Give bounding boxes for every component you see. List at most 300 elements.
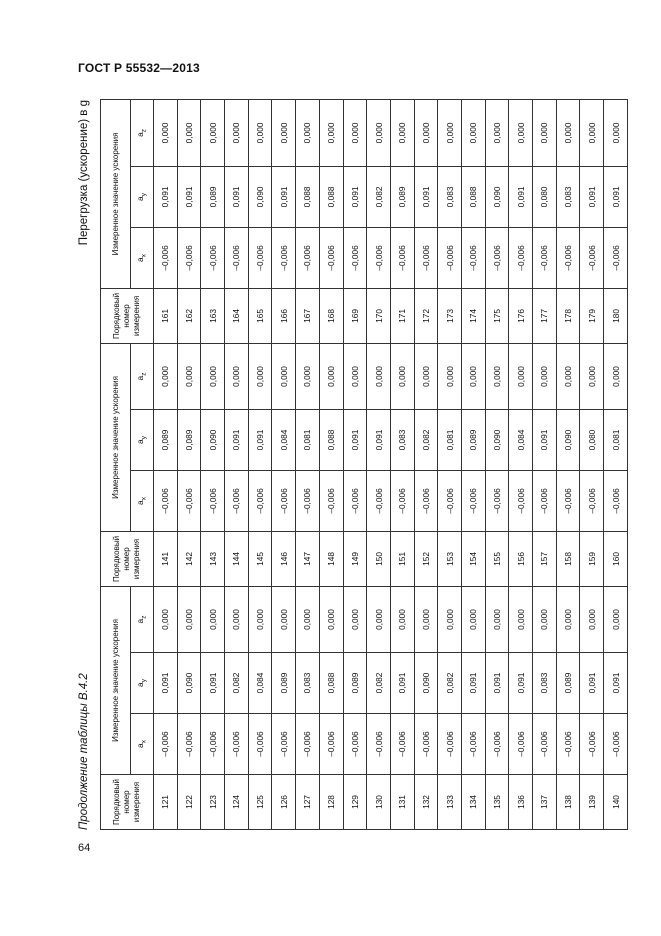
header-row-groups: [101, 99, 131, 829]
measurement-number-cell: 164: [225, 288, 249, 343]
acceleration-value-cell: 0,000: [248, 586, 272, 652]
acceleration-value-cell: 0,000: [533, 99, 557, 166]
acceleration-value-cell: –0,006: [201, 714, 225, 775]
acceleration-value-cell: 0,084: [509, 409, 533, 470]
acceleration-value-cell: –0,006: [509, 714, 533, 775]
axis-subscript: z: [140, 372, 148, 376]
axis-subscript: x: [140, 740, 148, 744]
measurement-number-cell: 174: [461, 288, 485, 343]
acceleration-value-cell: 0,090: [414, 653, 438, 714]
axis-subscript: y: [140, 679, 148, 683]
acceleration-value-cell: 0,000: [272, 586, 296, 652]
table-row: [177, 99, 201, 829]
acceleration-value-cell: –0,006: [248, 470, 272, 531]
acceleration-value-cell: 0,084: [272, 409, 296, 470]
measurement-number-cell: 145: [248, 531, 272, 586]
header-row-axes: [131, 99, 154, 829]
measurement-number-cell: 121: [154, 775, 178, 830]
acceleration-value-cell: –0,006: [580, 227, 604, 288]
acceleration-value-cell: 0,000: [367, 586, 391, 652]
measurement-number-cell: 163: [201, 288, 225, 343]
acceleration-value-cell: –0,006: [225, 470, 249, 531]
axis-header-ax: [131, 227, 154, 288]
acceleration-value-cell: –0,006: [177, 470, 201, 531]
acceleration-value-cell: 0,000: [272, 343, 296, 409]
acceleration-value-cell: 0,091: [343, 409, 367, 470]
measurement-number-cell: 134: [461, 775, 485, 830]
acceleration-value-cell: 0,000: [177, 99, 201, 166]
acceleration-value-cell: 0,090: [485, 409, 509, 470]
table-row: [461, 99, 485, 829]
acceleration-value-cell: 0,088: [319, 653, 343, 714]
acceleration-value-cell: 0,089: [177, 409, 201, 470]
acceleration-value-cell: 0,000: [367, 99, 391, 166]
measurement-number-cell: 178: [556, 288, 580, 343]
measurement-number-cell: 142: [177, 531, 201, 586]
col-header-acceleration: Измеренное значение ускорения: [101, 586, 131, 774]
acceleration-value-cell: 0,091: [509, 166, 533, 227]
measurement-number-cell: 143: [201, 531, 225, 586]
acceleration-value-cell: 0,000: [248, 343, 272, 409]
acceleration-value-cell: –0,006: [485, 227, 509, 288]
acceleration-value-cell: 0,082: [367, 166, 391, 227]
axis-symbol: a: [134, 257, 145, 262]
acceleration-value-cell: 0,000: [177, 343, 201, 409]
acceleration-value-cell: 0,000: [580, 99, 604, 166]
acceleration-value-cell: 0,089: [343, 653, 367, 714]
acceleration-value-cell: 0,000: [154, 586, 178, 652]
measurement-number-cell: 136: [509, 775, 533, 830]
acceleration-value-cell: –0,006: [604, 227, 628, 288]
table-row: [390, 99, 414, 829]
acceleration-value-cell: 0,000: [438, 586, 462, 652]
measurement-number-cell: 157: [533, 531, 557, 586]
acceleration-value-cell: 0,000: [580, 586, 604, 652]
acceleration-value-cell: –0,006: [319, 227, 343, 288]
table-row: [319, 99, 343, 829]
measurement-number-cell: 171: [390, 288, 414, 343]
table-row: [533, 99, 557, 829]
axis-symbol: a: [134, 439, 145, 444]
measurement-number-cell: 151: [390, 531, 414, 586]
acceleration-value-cell: –0,006: [461, 470, 485, 531]
acceleration-value-cell: 0,089: [556, 653, 580, 714]
measurement-number-cell: 150: [367, 531, 391, 586]
axis-symbol: a: [134, 132, 145, 137]
measurement-number-cell: 177: [533, 288, 557, 343]
acceleration-value-cell: 0,084: [248, 653, 272, 714]
acceleration-value-cell: –0,006: [390, 470, 414, 531]
measurement-number-cell: 173: [438, 288, 462, 343]
table-unit-label: Перегрузка (ускорение) в g: [78, 100, 90, 246]
acceleration-value-cell: 0,000: [533, 586, 557, 652]
acceleration-value-cell: 0,080: [580, 409, 604, 470]
table-row: [414, 99, 438, 829]
acceleration-value-cell: 0,091: [225, 166, 249, 227]
acceleration-value-cell: 0,091: [533, 409, 557, 470]
acceleration-value-cell: –0,006: [248, 227, 272, 288]
measurement-number-cell: 149: [343, 531, 367, 586]
table-row: [296, 99, 320, 829]
acceleration-value-cell: –0,006: [367, 714, 391, 775]
acceleration-value-cell: 0,000: [604, 343, 628, 409]
acceleration-value-cell: –0,006: [580, 714, 604, 775]
acceleration-value-cell: –0,006: [604, 714, 628, 775]
acceleration-value-cell: 0,000: [201, 343, 225, 409]
axis-header-ay: [131, 409, 154, 470]
acceleration-value-cell: 0,081: [438, 409, 462, 470]
table-row: [343, 99, 367, 829]
acceleration-value-cell: 0,000: [604, 586, 628, 652]
acceleration-value-cell: –0,006: [225, 714, 249, 775]
acceleration-value-cell: 0,090: [201, 409, 225, 470]
col-header-number: Порядковый номер измерения: [101, 288, 154, 343]
acceleration-value-cell: 0,000: [414, 586, 438, 652]
acceleration-value-cell: 0,000: [533, 343, 557, 409]
acceleration-value-cell: 0,090: [556, 409, 580, 470]
acceleration-value-cell: 0,091: [580, 653, 604, 714]
acceleration-value-cell: 0,000: [272, 99, 296, 166]
acceleration-value-cell: 0,091: [604, 166, 628, 227]
acceleration-value-cell: 0,000: [296, 343, 320, 409]
axis-subscript: y: [140, 435, 148, 440]
measurement-number-cell: 158: [556, 531, 580, 586]
document-header: ГОСТ Р 55532—2013: [78, 61, 200, 75]
measurement-number-cell: 172: [414, 288, 438, 343]
table-row: [509, 99, 533, 829]
acceleration-value-cell: 0,000: [580, 343, 604, 409]
acceleration-value-cell: 0,000: [390, 586, 414, 652]
acceleration-value-cell: 0,000: [485, 99, 509, 166]
acceleration-value-cell: 0,091: [225, 409, 249, 470]
measurement-number-cell: 138: [556, 775, 580, 830]
acceleration-value-cell: 0,091: [390, 653, 414, 714]
acceleration-value-cell: –0,006: [177, 714, 201, 775]
table-continuation-caption: Продолжение таблицы В.4.2: [78, 673, 90, 830]
acceleration-value-cell: –0,006: [248, 714, 272, 775]
acceleration-value-cell: 0,089: [390, 166, 414, 227]
acceleration-value-cell: –0,006: [438, 714, 462, 775]
measurement-number-cell: 128: [319, 775, 343, 830]
measurement-number-cell: 139: [580, 775, 604, 830]
acceleration-value-cell: 0,000: [509, 586, 533, 652]
acceleration-value-cell: 0,091: [154, 166, 178, 227]
axis-header-az: [131, 586, 154, 652]
acceleration-value-cell: –0,006: [390, 227, 414, 288]
acceleration-value-cell: –0,006: [556, 714, 580, 775]
axis-header-ax: [131, 470, 154, 531]
acceleration-value-cell: 0,091: [509, 653, 533, 714]
table-row: [201, 99, 225, 829]
table-row: [438, 99, 462, 829]
acceleration-value-cell: 0,091: [154, 653, 178, 714]
axis-header-ay: [131, 166, 154, 227]
acceleration-value-cell: 0,091: [580, 166, 604, 227]
acceleration-value-cell: –0,006: [343, 470, 367, 531]
measurement-number-cell: 154: [461, 531, 485, 586]
measurement-number-cell: 146: [272, 531, 296, 586]
acceleration-value-cell: 0,082: [225, 653, 249, 714]
measurement-number-cell: 123: [201, 775, 225, 830]
acceleration-value-cell: 0,000: [438, 343, 462, 409]
acceleration-value-cell: 0,000: [556, 343, 580, 409]
acceleration-value-cell: –0,006: [461, 714, 485, 775]
acceleration-value-cell: –0,006: [201, 227, 225, 288]
acceleration-value-cell: 0,082: [414, 409, 438, 470]
acceleration-value-cell: –0,006: [272, 470, 296, 531]
measurement-number-cell: 131: [390, 775, 414, 830]
acceleration-value-cell: 0,091: [414, 166, 438, 227]
acceleration-value-cell: 0,000: [343, 99, 367, 166]
axis-subscript: x: [140, 253, 148, 258]
acceleration-value-cell: 0,000: [461, 343, 485, 409]
acceleration-value-cell: –0,006: [533, 714, 557, 775]
acceleration-value-cell: –0,006: [296, 714, 320, 775]
table-row: [272, 99, 296, 829]
acceleration-value-cell: 0,083: [438, 166, 462, 227]
acceleration-value-cell: –0,006: [533, 227, 557, 288]
acceleration-value-cell: 0,083: [390, 409, 414, 470]
acceleration-value-cell: –0,006: [390, 714, 414, 775]
acceleration-value-cell: –0,006: [319, 714, 343, 775]
acceleration-value-cell: –0,006: [343, 227, 367, 288]
measurement-number-cell: 160: [604, 531, 628, 586]
col-header-acceleration: Измеренное значение ускорения: [101, 99, 131, 288]
table-row: [154, 99, 178, 829]
measurement-number-cell: 126: [272, 775, 296, 830]
axis-symbol: a: [134, 196, 145, 201]
measurement-number-cell: 175: [485, 288, 509, 343]
measurement-number-cell: 153: [438, 531, 462, 586]
axis-symbol: a: [134, 375, 145, 381]
acceleration-value-cell: –0,006: [461, 227, 485, 288]
acceleration-value-cell: –0,006: [556, 227, 580, 288]
acceleration-value-cell: 0,000: [225, 99, 249, 166]
axis-subscript: x: [140, 496, 148, 501]
acceleration-value-cell: 0,000: [390, 343, 414, 409]
acceleration-value-cell: 0,000: [390, 99, 414, 166]
acceleration-value-cell: 0,000: [154, 99, 178, 166]
page-number: 64: [78, 842, 91, 854]
table-row: [248, 99, 272, 829]
acceleration-value-cell: 0,000: [225, 586, 249, 652]
table-row: [367, 99, 391, 829]
measurement-number-cell: 124: [225, 775, 249, 830]
acceleration-value-cell: 0,000: [556, 99, 580, 166]
acceleration-value-cell: –0,006: [485, 714, 509, 775]
acceleration-value-cell: 0,000: [461, 586, 485, 652]
measurement-number-cell: 144: [225, 531, 249, 586]
axis-symbol: a: [134, 743, 145, 748]
col-header-number: Порядковый номер измерения: [101, 775, 154, 830]
acceleration-value-cell: 0,000: [296, 99, 320, 166]
acceleration-value-cell: –0,006: [414, 714, 438, 775]
measurement-number-cell: 135: [485, 775, 509, 830]
axis-header-az: [131, 343, 154, 409]
acceleration-value-cell: 0,089: [201, 166, 225, 227]
acceleration-value-cell: –0,006: [414, 470, 438, 531]
acceleration-value-cell: 0,000: [438, 99, 462, 166]
acceleration-value-cell: 0,089: [461, 409, 485, 470]
axis-subscript: z: [140, 128, 148, 133]
acceleration-value-cell: 0,081: [296, 409, 320, 470]
acceleration-value-cell: 0,000: [414, 343, 438, 409]
axis-header-az: [131, 99, 154, 166]
acceleration-value-cell: 0,000: [485, 343, 509, 409]
acceleration-value-cell: 0,088: [319, 409, 343, 470]
acceleration-value-cell: 0,000: [154, 343, 178, 409]
measurement-number-cell: 161: [154, 288, 178, 343]
acceleration-value-cell: 0,000: [296, 586, 320, 652]
measurement-number-cell: 168: [319, 288, 343, 343]
measurement-number-cell: 148: [319, 531, 343, 586]
acceleration-value-cell: 0,082: [438, 653, 462, 714]
acceleration-value-cell: 0,000: [248, 99, 272, 166]
acceleration-value-cell: –0,006: [556, 470, 580, 531]
measurement-number-cell: 140: [604, 775, 628, 830]
acceleration-value-cell: 0,000: [509, 99, 533, 166]
axis-header-ay: [131, 653, 154, 714]
measurement-number-cell: 162: [177, 288, 201, 343]
acceleration-value-cell: 0,080: [533, 166, 557, 227]
acceleration-value-cell: 0,091: [272, 166, 296, 227]
table-row: [604, 99, 628, 829]
acceleration-value-cell: 0,000: [461, 99, 485, 166]
acceleration-value-cell: 0,000: [414, 99, 438, 166]
acceleration-value-cell: –0,006: [319, 470, 343, 531]
acceleration-value-cell: 0,091: [248, 409, 272, 470]
acceleration-value-cell: 0,000: [556, 586, 580, 652]
acceleration-value-cell: 0,000: [201, 586, 225, 652]
measurement-number-cell: 166: [272, 288, 296, 343]
acceleration-value-cell: 0,082: [367, 653, 391, 714]
acceleration-value-cell: –0,006: [154, 227, 178, 288]
acceleration-value-cell: –0,006: [438, 227, 462, 288]
acceleration-value-cell: –0,006: [225, 227, 249, 288]
acceleration-value-cell: 0,089: [154, 409, 178, 470]
acceleration-value-cell: 0,090: [177, 653, 201, 714]
acceleration-value-cell: –0,006: [509, 470, 533, 531]
acceleration-value-cell: 0,000: [343, 343, 367, 409]
acceleration-value-cell: 0,000: [509, 343, 533, 409]
measurement-number-cell: 147: [296, 531, 320, 586]
acceleration-value-cell: –0,006: [509, 227, 533, 288]
acceleration-value-cell: 0,083: [296, 653, 320, 714]
measurement-number-cell: 122: [177, 775, 201, 830]
acceleration-value-cell: 0,089: [272, 653, 296, 714]
axis-header-ax: [131, 714, 154, 775]
table-row: [580, 99, 604, 829]
acceleration-value-cell: 0,091: [461, 653, 485, 714]
acceleration-value-cell: 0,081: [604, 409, 628, 470]
acceleration-value-cell: 0,000: [319, 99, 343, 166]
acceleration-value-cell: –0,006: [272, 714, 296, 775]
acceleration-value-cell: –0,006: [367, 227, 391, 288]
measurement-number-cell: 155: [485, 531, 509, 586]
acceleration-value-cell: 0,000: [485, 586, 509, 652]
acceleration-value-cell: –0,006: [533, 470, 557, 531]
col-header-acceleration: Измеренное значение ускорения: [101, 343, 131, 531]
acceleration-value-cell: 0,000: [225, 343, 249, 409]
acceleration-value-cell: 0,000: [604, 99, 628, 166]
measurement-number-cell: 159: [580, 531, 604, 586]
table-row: [225, 99, 249, 829]
acceleration-value-cell: 0,083: [533, 653, 557, 714]
acceleration-value-cell: 0,000: [201, 99, 225, 166]
acceleration-value-cell: –0,006: [604, 470, 628, 531]
axis-symbol: a: [134, 500, 145, 505]
acceleration-value-cell: –0,006: [296, 227, 320, 288]
acceleration-value-cell: –0,006: [201, 470, 225, 531]
acceleration-value-cell: –0,006: [414, 227, 438, 288]
acceleration-value-cell: –0,006: [154, 470, 178, 531]
measurement-number-cell: 125: [248, 775, 272, 830]
acceleration-value-cell: 0,091: [343, 166, 367, 227]
measurement-number-cell: 156: [509, 531, 533, 586]
acceleration-value-cell: 0,000: [343, 586, 367, 652]
measurement-number-cell: 129: [343, 775, 367, 830]
col-header-number: Порядковый номер измерения: [101, 531, 154, 586]
acceleration-value-cell: 0,000: [367, 343, 391, 409]
acceleration-value-cell: 0,090: [485, 166, 509, 227]
acceleration-value-cell: –0,006: [343, 714, 367, 775]
axis-symbol: a: [134, 682, 145, 687]
measurement-number-cell: 169: [343, 288, 367, 343]
table-body: [154, 99, 628, 829]
acceleration-value-cell: –0,006: [272, 227, 296, 288]
measurement-number-cell: 152: [414, 531, 438, 586]
rotated-table-area: [78, 100, 628, 830]
axis-symbol: a: [134, 618, 145, 624]
measurement-number-cell: 133: [438, 775, 462, 830]
measurement-number-cell: 179: [580, 288, 604, 343]
acceleration-value-cell: –0,006: [485, 470, 509, 531]
acceleration-value-cell: –0,006: [580, 470, 604, 531]
acceleration-value-cell: 0,088: [319, 166, 343, 227]
acceleration-value-cell: 0,088: [461, 166, 485, 227]
axis-subscript: y: [140, 192, 148, 197]
measurement-number-cell: 137: [533, 775, 557, 830]
acceleration-value-cell: 0,090: [248, 166, 272, 227]
acceleration-value-cell: –0,006: [154, 714, 178, 775]
measurement-number-cell: 170: [367, 288, 391, 343]
acceleration-value-cell: 0,091: [485, 653, 509, 714]
acceleration-value-cell: 0,091: [367, 409, 391, 470]
acceleration-value-cell: 0,000: [319, 586, 343, 652]
acceleration-value-cell: 0,088: [296, 166, 320, 227]
measurement-number-cell: 165: [248, 288, 272, 343]
measurement-number-cell: 180: [604, 288, 628, 343]
acceleration-value-cell: –0,006: [367, 470, 391, 531]
acceleration-value-cell: 0,000: [177, 586, 201, 652]
table-row: [556, 99, 580, 829]
acceleration-value-cell: –0,006: [438, 470, 462, 531]
measurement-table: [100, 99, 628, 830]
measurement-number-cell: 176: [509, 288, 533, 343]
axis-subscript: z: [140, 615, 148, 619]
acceleration-value-cell: 0,091: [604, 653, 628, 714]
acceleration-value-cell: –0,006: [177, 227, 201, 288]
measurement-number-cell: 141: [154, 531, 178, 586]
measurement-number-cell: 130: [367, 775, 391, 830]
acceleration-value-cell: 0,091: [201, 653, 225, 714]
acceleration-value-cell: –0,006: [296, 470, 320, 531]
acceleration-value-cell: 0,000: [319, 343, 343, 409]
measurement-number-cell: 127: [296, 775, 320, 830]
acceleration-value-cell: 0,083: [556, 166, 580, 227]
table-row: [485, 99, 509, 829]
acceleration-value-cell: 0,091: [177, 166, 201, 227]
